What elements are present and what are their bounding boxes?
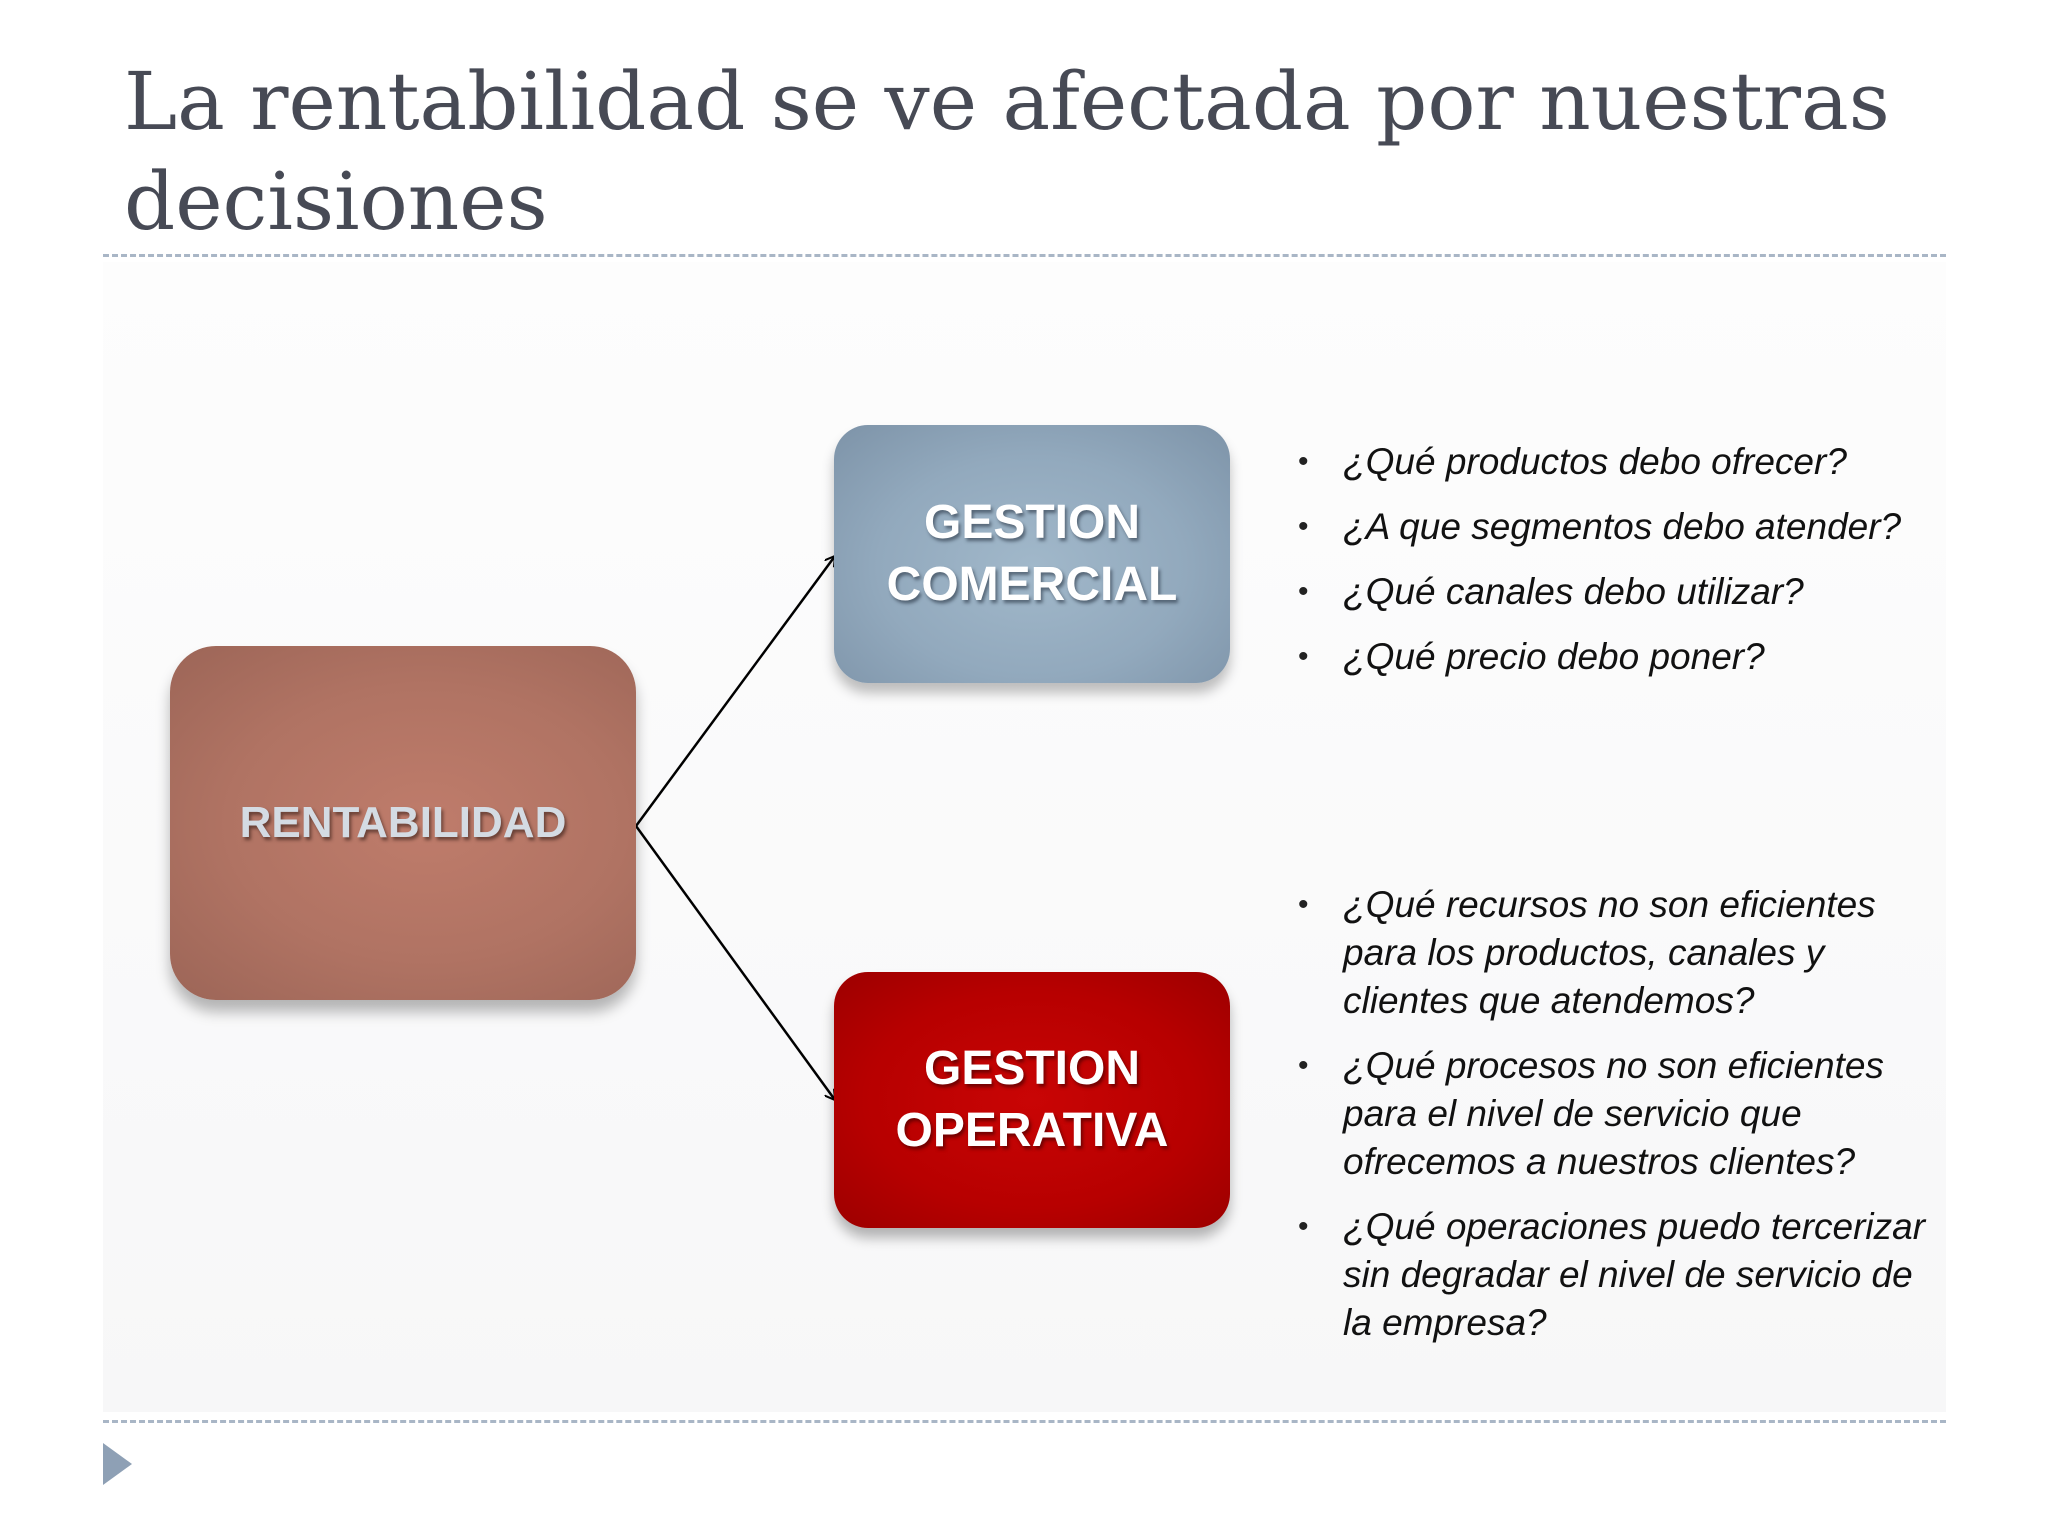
operativa-questions-list xyxy=(1298,881,1938,1364)
rentabilidad-label: RENTABILIDAD xyxy=(239,798,567,847)
gestion-operativa-box xyxy=(834,972,1230,1228)
footer-divider xyxy=(103,1420,1946,1423)
play-triangle-icon[interactable] xyxy=(103,1443,132,1485)
gestion-comercial-box xyxy=(834,425,1230,683)
gestion-comercial-line2: COMERCIAL xyxy=(886,558,1178,611)
arrow-to-comercial xyxy=(636,556,835,826)
gestion-operativa-line1: GESTION xyxy=(923,1042,1141,1095)
list-item: • ¿Qué canales debo utilizar? xyxy=(1298,568,1998,616)
gestion-operativa-label xyxy=(896,1038,1169,1162)
rentabilidad-box xyxy=(170,646,636,1000)
list-item: • ¿Qué precio debo poner? xyxy=(1298,633,1998,681)
gestion-comercial-label xyxy=(887,492,1178,616)
list-item: • ¿Qué productos debo ofrecer? xyxy=(1298,438,1998,486)
list-item: • ¿Qué recursos no son eficientes para los productos, canales y clientes que atendemos? xyxy=(1298,881,1938,1025)
slide-title: La rentabilidad se ve afectada por nuestras decisiones xyxy=(124,55,1890,248)
list-item: • ¿Qué procesos no son eficientes para el nivel de servicio que ofrecemos a nuestros clientes? xyxy=(1298,1042,1938,1186)
gestion-comercial-line1: GESTION xyxy=(923,496,1141,549)
list-item: • ¿A que segmentos debo atender? xyxy=(1298,503,1998,551)
arrow-to-operativa xyxy=(636,826,835,1100)
gestion-operativa-line2: OPERATIVA xyxy=(895,1104,1169,1157)
list-item: • ¿Qué operaciones puedo tercerizar sin degradar el nivel de servicio de la empresa? xyxy=(1298,1203,1938,1347)
comercial-questions-list xyxy=(1298,438,1998,698)
